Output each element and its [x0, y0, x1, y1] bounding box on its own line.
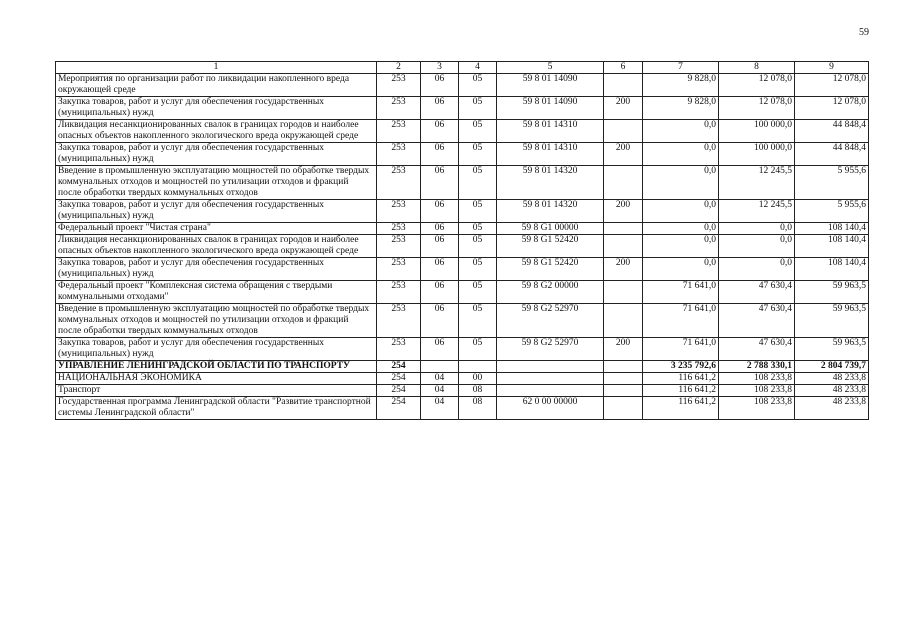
- amount-year1-cell: 0,0: [643, 223, 719, 235]
- section-cell: [421, 361, 459, 373]
- ministry-code-cell: 253: [377, 304, 421, 338]
- table-row: [56, 338, 869, 361]
- amount-year1-cell: 0,0: [643, 143, 719, 166]
- expense-type-cell: [604, 304, 643, 338]
- amount-year3-cell: 48 233,8: [795, 397, 869, 420]
- section-cell: 06: [421, 258, 459, 281]
- ministry-code-cell: 254: [377, 361, 421, 373]
- amount-year3-cell: 5 955,6: [795, 166, 869, 200]
- expense-type-cell: 200: [604, 97, 643, 120]
- item-name-cell: Закупка товаров, работ и услуг для обеспечения государственных (муниципальных) нужд: [56, 143, 377, 166]
- subsection-cell: 05: [459, 120, 497, 143]
- amount-year1-cell: 116 641,2: [643, 385, 719, 397]
- amount-year3-cell: 59 963,5: [795, 338, 869, 361]
- item-name-cell: Государственная программа Ленинградской области "Развитие транспортной системы Ленинградской области": [56, 397, 377, 420]
- table-row: [56, 235, 869, 258]
- amount-year1-cell: 116 641,2: [643, 373, 719, 385]
- table-row: [56, 361, 869, 373]
- expense-type-cell: 200: [604, 143, 643, 166]
- amount-year2-cell: 100 000,0: [719, 120, 795, 143]
- target-item-cell: 59 8 01 14320: [497, 166, 604, 200]
- target-item-cell: 59 8 G2 52970: [497, 304, 604, 338]
- target-item-cell: [497, 385, 604, 397]
- column-header: 4: [459, 62, 497, 74]
- amount-year3-cell: 59 963,5: [795, 281, 869, 304]
- table-row: [56, 397, 869, 420]
- expense-type-cell: [604, 166, 643, 200]
- ministry-code-cell: 253: [377, 166, 421, 200]
- amount-year1-cell: 0,0: [643, 200, 719, 223]
- table-row: [56, 385, 869, 397]
- subsection-cell: 08: [459, 397, 497, 420]
- column-header: 9: [795, 62, 869, 74]
- amount-year3-cell: 48 233,8: [795, 373, 869, 385]
- section-cell: 04: [421, 373, 459, 385]
- ministry-code-cell: 254: [377, 385, 421, 397]
- amount-year3-cell: 59 963,5: [795, 304, 869, 338]
- ministry-code-cell: 253: [377, 74, 421, 97]
- amount-year2-cell: 108 233,8: [719, 373, 795, 385]
- amount-year1-cell: 0,0: [643, 235, 719, 258]
- item-name-cell: Ликвидация несанкционированных свалок в границах городов и наиболее опасных объектов накопленного экологического вреда окружающей среде: [56, 120, 377, 143]
- target-item-cell: 59 8 01 14310: [497, 143, 604, 166]
- expense-type-cell: [604, 385, 643, 397]
- item-name-cell: НАЦИОНАЛЬНАЯ ЭКОНОМИКА: [56, 373, 377, 385]
- target-item-cell: 59 8 01 14310: [497, 120, 604, 143]
- target-item-cell: 59 8 01 14090: [497, 74, 604, 97]
- section-cell: 06: [421, 143, 459, 166]
- subsection-cell: 08: [459, 385, 497, 397]
- amount-year3-cell: 12 078,0: [795, 74, 869, 97]
- page-number: 59: [859, 27, 869, 38]
- subsection-cell: 05: [459, 97, 497, 120]
- item-name-cell: Закупка товаров, работ и услуг для обеспечения государственных (муниципальных) нужд: [56, 338, 377, 361]
- amount-year3-cell: 5 955,6: [795, 200, 869, 223]
- subsection-cell: 05: [459, 304, 497, 338]
- amount-year1-cell: 71 641,0: [643, 281, 719, 304]
- column-header: 8: [719, 62, 795, 74]
- amount-year3-cell: 108 140,4: [795, 223, 869, 235]
- subsection-cell: 05: [459, 74, 497, 97]
- amount-year2-cell: 2 788 330,1: [719, 361, 795, 373]
- target-item-cell: 59 8 01 14320: [497, 200, 604, 223]
- amount-year1-cell: 3 235 792,6: [643, 361, 719, 373]
- expense-type-cell: 200: [604, 338, 643, 361]
- amount-year1-cell: 9 828,0: [643, 74, 719, 97]
- target-item-cell: 59 8 G1 00000: [497, 223, 604, 235]
- target-item-cell: 59 8 G2 52970: [497, 338, 604, 361]
- ministry-code-cell: 254: [377, 397, 421, 420]
- ministry-code-cell: 253: [377, 143, 421, 166]
- expense-type-cell: [604, 373, 643, 385]
- expense-type-cell: [604, 361, 643, 373]
- section-cell: 06: [421, 200, 459, 223]
- budget-table: [55, 61, 869, 420]
- table-row: [56, 281, 869, 304]
- target-item-cell: 59 8 G1 52420: [497, 258, 604, 281]
- section-cell: 06: [421, 120, 459, 143]
- table-row: [56, 304, 869, 338]
- subsection-cell: 05: [459, 200, 497, 223]
- column-header: 7: [643, 62, 719, 74]
- amount-year3-cell: 108 140,4: [795, 258, 869, 281]
- amount-year2-cell: 0,0: [719, 258, 795, 281]
- target-item-cell: [497, 373, 604, 385]
- column-header: 5: [497, 62, 604, 74]
- amount-year1-cell: 71 641,0: [643, 338, 719, 361]
- target-item-cell: 59 8 G1 52420: [497, 235, 604, 258]
- header-row: [56, 62, 869, 74]
- expense-type-cell: [604, 235, 643, 258]
- item-name-cell: Федеральный проект "Чистая страна": [56, 223, 377, 235]
- amount-year2-cell: 0,0: [719, 223, 795, 235]
- item-name-cell: Введение в промышленную эксплуатацию мощностей по обработке твердых коммунальных отходов и мощностей по утилизации отходов и фракций после обработки твердых коммунальных отходов: [56, 304, 377, 338]
- ministry-code-cell: 253: [377, 338, 421, 361]
- amount-year2-cell: 47 630,4: [719, 304, 795, 338]
- table-row: [56, 373, 869, 385]
- amount-year2-cell: 12 078,0: [719, 74, 795, 97]
- target-item-cell: 59 8 G2 00000: [497, 281, 604, 304]
- item-name-cell: УПРАВЛЕНИЕ ЛЕНИНГРАДСКОЙ ОБЛАСТИ ПО ТРАНСПОРТУ: [56, 361, 377, 373]
- ministry-code-cell: 254: [377, 373, 421, 385]
- section-cell: 06: [421, 74, 459, 97]
- expense-type-cell: [604, 120, 643, 143]
- column-header: 3: [421, 62, 459, 74]
- subsection-cell: 05: [459, 258, 497, 281]
- subsection-cell: 05: [459, 235, 497, 258]
- ministry-code-cell: 253: [377, 120, 421, 143]
- subsection-cell: 05: [459, 281, 497, 304]
- amount-year1-cell: 71 641,0: [643, 304, 719, 338]
- item-name-cell: Транспорт: [56, 385, 377, 397]
- item-name-cell: Введение в промышленную эксплуатацию мощностей по обработке твердых коммунальных отходов и мощностей по утилизации отходов и фракций после обработки твердых коммунальных отходов: [56, 166, 377, 200]
- expense-type-cell: 200: [604, 200, 643, 223]
- table-row: [56, 258, 869, 281]
- item-name-cell: Закупка товаров, работ и услуг для обеспечения государственных (муниципальных) нужд: [56, 200, 377, 223]
- table-body: [56, 74, 869, 420]
- section-cell: 04: [421, 385, 459, 397]
- item-name-cell: Ликвидация несанкционированных свалок в границах городов и наиболее опасных объектов накопленного экологического вреда окружающей среде: [56, 235, 377, 258]
- amount-year2-cell: 0,0: [719, 235, 795, 258]
- subsection-cell: 05: [459, 166, 497, 200]
- amount-year3-cell: 108 140,4: [795, 235, 869, 258]
- item-name-cell: Закупка товаров, работ и услуг для обеспечения государственных (муниципальных) нужд: [56, 258, 377, 281]
- table-row: [56, 97, 869, 120]
- amount-year2-cell: 12 245,5: [719, 200, 795, 223]
- column-header: 1: [56, 62, 377, 74]
- amount-year3-cell: 2 804 739,7: [795, 361, 869, 373]
- amount-year2-cell: 100 000,0: [719, 143, 795, 166]
- amount-year1-cell: 0,0: [643, 120, 719, 143]
- table-row: [56, 223, 869, 235]
- ministry-code-cell: 253: [377, 235, 421, 258]
- amount-year2-cell: 12 245,5: [719, 166, 795, 200]
- column-header: 6: [604, 62, 643, 74]
- expense-type-cell: [604, 74, 643, 97]
- ministry-code-cell: 253: [377, 281, 421, 304]
- amount-year1-cell: 116 641,2: [643, 397, 719, 420]
- amount-year1-cell: 9 828,0: [643, 97, 719, 120]
- amount-year2-cell: 47 630,4: [719, 338, 795, 361]
- ministry-code-cell: 253: [377, 97, 421, 120]
- subsection-cell: 05: [459, 338, 497, 361]
- table-row: [56, 200, 869, 223]
- section-cell: 06: [421, 281, 459, 304]
- expense-type-cell: [604, 223, 643, 235]
- amount-year3-cell: 44 848,4: [795, 120, 869, 143]
- table-row: [56, 120, 869, 143]
- target-item-cell: [497, 361, 604, 373]
- table-row: [56, 166, 869, 200]
- subsection-cell: 05: [459, 223, 497, 235]
- section-cell: 06: [421, 223, 459, 235]
- amount-year2-cell: 108 233,8: [719, 385, 795, 397]
- item-name-cell: Закупка товаров, работ и услуг для обеспечения государственных (муниципальных) нужд: [56, 97, 377, 120]
- section-cell: 06: [421, 97, 459, 120]
- section-cell: 06: [421, 235, 459, 258]
- expense-type-cell: [604, 397, 643, 420]
- expense-type-cell: 200: [604, 258, 643, 281]
- subsection-cell: 05: [459, 143, 497, 166]
- amount-year1-cell: 0,0: [643, 258, 719, 281]
- amount-year2-cell: 47 630,4: [719, 281, 795, 304]
- target-item-cell: 62 0 00 00000: [497, 397, 604, 420]
- column-header: 2: [377, 62, 421, 74]
- expense-type-cell: [604, 281, 643, 304]
- target-item-cell: 59 8 01 14090: [497, 97, 604, 120]
- amount-year2-cell: 12 078,0: [719, 97, 795, 120]
- ministry-code-cell: 253: [377, 258, 421, 281]
- table-row: [56, 143, 869, 166]
- subsection-cell: [459, 361, 497, 373]
- section-cell: 06: [421, 304, 459, 338]
- section-cell: 06: [421, 166, 459, 200]
- amount-year3-cell: 48 233,8: [795, 385, 869, 397]
- ministry-code-cell: 253: [377, 200, 421, 223]
- amount-year2-cell: 108 233,8: [719, 397, 795, 420]
- subsection-cell: 00: [459, 373, 497, 385]
- section-cell: 06: [421, 338, 459, 361]
- amount-year3-cell: 12 078,0: [795, 97, 869, 120]
- amount-year3-cell: 44 848,4: [795, 143, 869, 166]
- item-name-cell: Федеральный проект "Комплексная система обращения с твердыми коммунальными отходами": [56, 281, 377, 304]
- amount-year1-cell: 0,0: [643, 166, 719, 200]
- ministry-code-cell: 253: [377, 223, 421, 235]
- table-row: [56, 74, 869, 97]
- item-name-cell: Мероприятия по организации работ по ликвидации накопленного вреда окружающей среде: [56, 74, 377, 97]
- section-cell: 04: [421, 397, 459, 420]
